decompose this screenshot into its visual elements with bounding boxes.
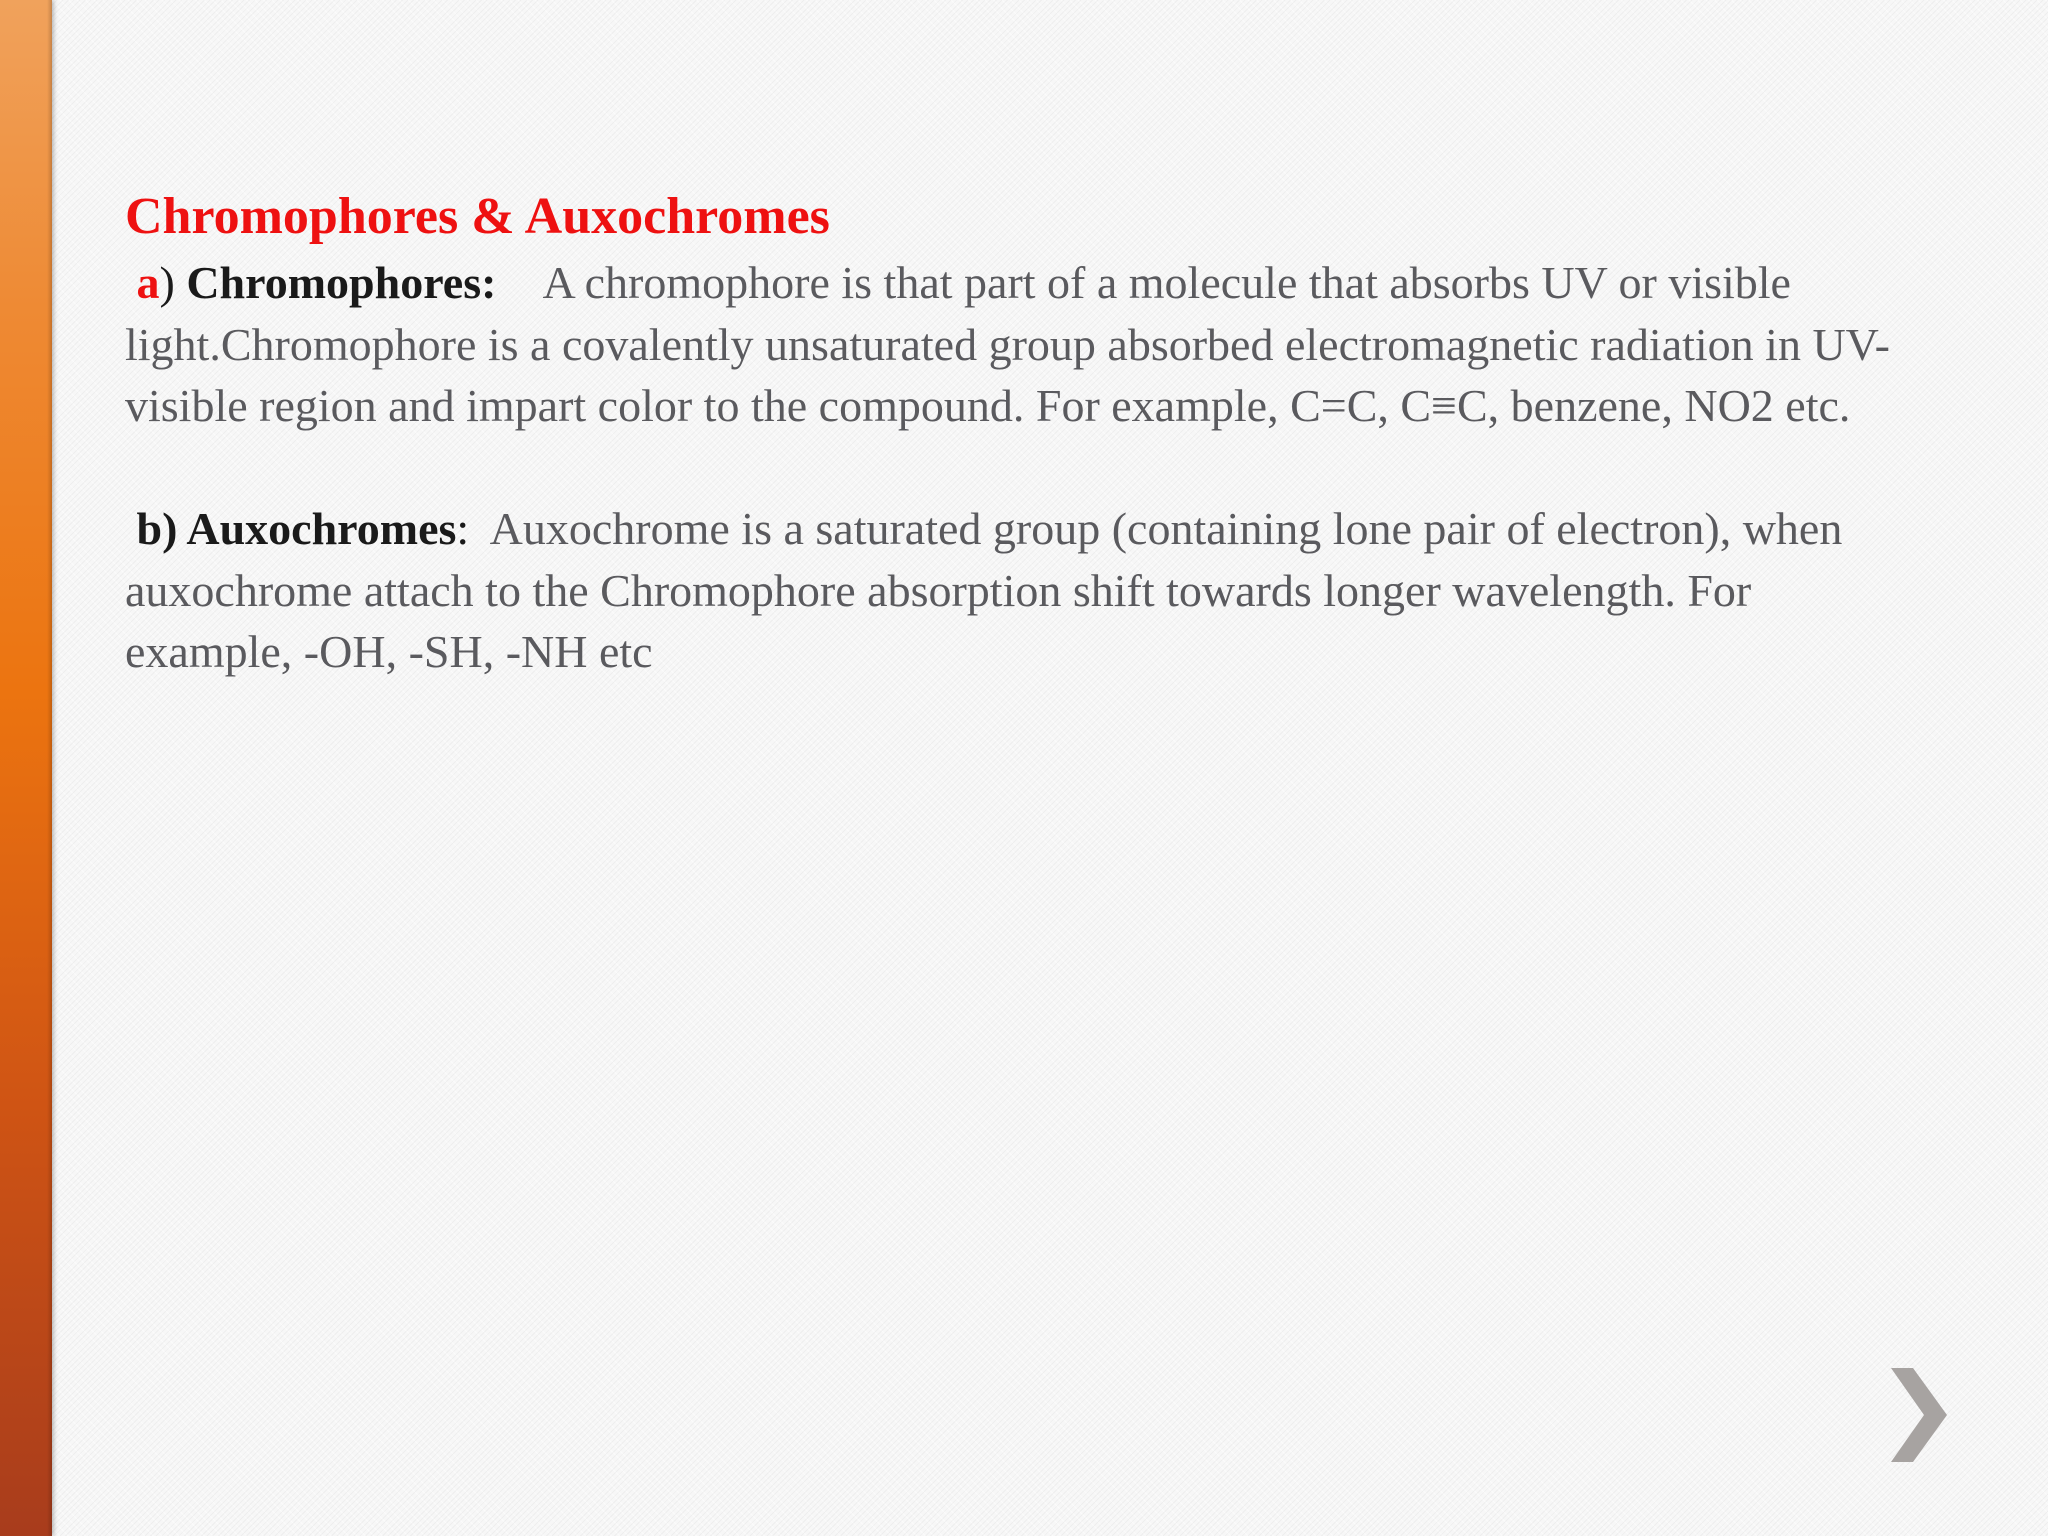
chromophores-paragraph [125, 252, 1905, 437]
chromophores-term: Chromophores: [186, 257, 497, 308]
chromophores-definition: A chromophore is that part of a molecule that absorbs UV or visible light.Chromophore is a covalently unsaturated group absorbed electromagnetic radiation in UV-visible region and impart color to the compound. For example, C=C, C≡C, benzene, NO2 etc. [125, 257, 1890, 431]
accent-side-bar [0, 0, 52, 1536]
auxochromes-paragraph [125, 498, 1905, 683]
auxochromes-definition: Auxochrome is a saturated group (containing lone pair of electron), when auxochrome attach to the Chromophore absorption shift towards longer wavelength. For example, -OH, -SH, -NH etc [125, 503, 1843, 677]
slide-title: Chromophores & Auxochromes [125, 188, 830, 245]
auxochromes-term: b) Auxochromes [136, 503, 457, 554]
paragraph-spacer [125, 437, 1905, 499]
chromophores-marker: a [136, 257, 160, 308]
auxochromes-colon: : [456, 503, 470, 554]
slide-content [125, 183, 1905, 683]
chevron-right-icon[interactable] [1888, 1360, 1950, 1470]
chromophores-paren: ) [159, 257, 175, 308]
